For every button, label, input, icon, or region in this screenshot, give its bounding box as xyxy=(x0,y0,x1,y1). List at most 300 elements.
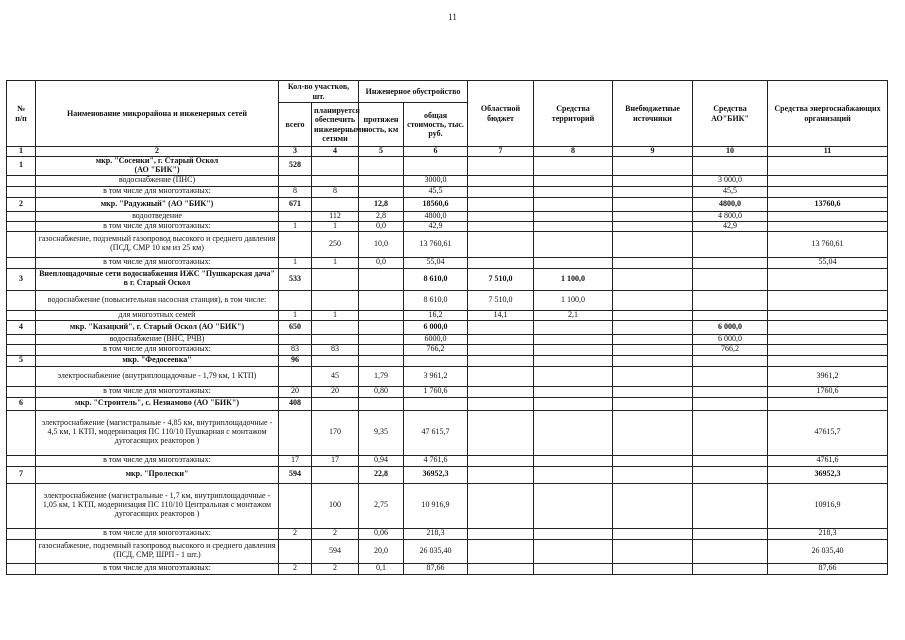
energy-funds-cell: 87,66 xyxy=(768,563,888,574)
plots-planned-cell: 1 xyxy=(312,310,359,320)
column-index-cell: 10 xyxy=(693,147,768,157)
regional-budget-cell xyxy=(468,539,534,563)
row-name-cell: водоснабжение (ВНС, РЧВ) xyxy=(36,334,279,344)
plots-planned-cell xyxy=(312,290,359,310)
offbudget-funds-cell xyxy=(613,344,693,355)
table-row xyxy=(7,320,888,334)
offbudget-funds-cell xyxy=(613,539,693,563)
length-km-cell: 0,06 xyxy=(359,528,404,539)
regional-budget-cell xyxy=(468,344,534,355)
plots-total-cell: 533 xyxy=(279,268,312,290)
regional-budget-cell xyxy=(468,157,534,176)
table-row xyxy=(7,211,888,221)
row-number-cell xyxy=(7,539,36,563)
row-number-cell xyxy=(7,455,36,466)
energy-funds-cell xyxy=(768,186,888,197)
energy-funds-cell xyxy=(768,344,888,355)
header-energy: Средства энергоснабжающих организаций xyxy=(768,81,888,147)
length-km-cell: 0,94 xyxy=(359,455,404,466)
bik-funds-cell: 4800,0 xyxy=(693,197,768,211)
bik-funds-cell: 3 000,0 xyxy=(693,175,768,186)
territory-funds-cell xyxy=(534,366,613,386)
regional-budget-cell xyxy=(468,483,534,528)
regional-budget-cell xyxy=(468,455,534,466)
bik-funds-cell: 45,5 xyxy=(693,186,768,197)
header-num: № п/п xyxy=(7,81,36,147)
territory-funds-cell xyxy=(534,344,613,355)
territory-funds-cell xyxy=(534,455,613,466)
plots-total-cell xyxy=(279,539,312,563)
offbudget-funds-cell xyxy=(613,211,693,221)
row-name-cell: в том числе для многоэтажных: xyxy=(36,563,279,574)
row-number-cell xyxy=(7,366,36,386)
total-cost-cell: 218,3 xyxy=(404,528,468,539)
row-number-cell: 5 xyxy=(7,355,36,366)
bik-funds-cell xyxy=(693,483,768,528)
table-row xyxy=(7,157,888,176)
plots-planned-cell: 2 xyxy=(312,528,359,539)
offbudget-funds-cell xyxy=(613,175,693,186)
plots-planned-cell: 45 xyxy=(312,366,359,386)
length-km-cell: 2,8 xyxy=(359,211,404,221)
plots-planned-cell: 83 xyxy=(312,344,359,355)
column-index-cell: 6 xyxy=(404,147,468,157)
energy-funds-cell xyxy=(768,211,888,221)
table-body xyxy=(7,157,888,575)
energy-funds-cell xyxy=(768,290,888,310)
regional-budget-cell xyxy=(468,186,534,197)
row-name-cell: водоснабжение (повысительная насосная станция), в том числе: xyxy=(36,290,279,310)
plots-planned-cell xyxy=(312,334,359,344)
length-km-cell xyxy=(359,344,404,355)
total-cost-cell: 6 000,0 xyxy=(404,320,468,334)
total-cost-cell: 18560,6 xyxy=(404,197,468,211)
energy-funds-cell: 26 035,40 xyxy=(768,539,888,563)
offbudget-funds-cell xyxy=(613,310,693,320)
table-row xyxy=(7,386,888,397)
plots-total-cell xyxy=(279,290,312,310)
bik-funds-cell: 6 000,0 xyxy=(693,320,768,334)
regional-budget-cell xyxy=(468,320,534,334)
territory-funds-cell xyxy=(534,186,613,197)
header-territories: Средства территорий xyxy=(534,81,613,147)
row-number-cell: 2 xyxy=(7,197,36,211)
total-cost-cell: 3 961,2 xyxy=(404,366,468,386)
row-number-cell xyxy=(7,290,36,310)
regional-budget-cell xyxy=(468,397,534,410)
bik-funds-cell: 766,2 xyxy=(693,344,768,355)
plots-total-cell: 20 xyxy=(279,386,312,397)
offbudget-funds-cell xyxy=(613,386,693,397)
column-index-cell: 3 xyxy=(279,147,312,157)
territory-funds-cell xyxy=(534,563,613,574)
row-number-cell xyxy=(7,221,36,231)
regional-budget-cell xyxy=(468,231,534,257)
offbudget-funds-cell xyxy=(613,455,693,466)
length-km-cell: 0,0 xyxy=(359,221,404,231)
plots-planned-cell xyxy=(312,320,359,334)
total-cost-cell: 26 035,40 xyxy=(404,539,468,563)
total-cost-cell: 8 610,0 xyxy=(404,290,468,310)
plots-planned-cell: 2 xyxy=(312,563,359,574)
plots-total-cell xyxy=(279,175,312,186)
total-cost-cell xyxy=(404,157,468,176)
territory-funds-cell xyxy=(534,221,613,231)
offbudget-funds-cell xyxy=(613,268,693,290)
territory-funds-cell xyxy=(534,175,613,186)
row-number-cell xyxy=(7,528,36,539)
plots-total-cell xyxy=(279,231,312,257)
regional-budget-cell xyxy=(468,175,534,186)
row-number-cell: 7 xyxy=(7,466,36,483)
row-name-cell: мкр. "Сосенки", г. Старый Оскол (АО "БИК") xyxy=(36,157,279,176)
plots-planned-cell xyxy=(312,466,359,483)
length-km-cell: 22,8 xyxy=(359,466,404,483)
energy-funds-cell: 4761,6 xyxy=(768,455,888,466)
length-km-cell xyxy=(359,175,404,186)
plots-planned-cell xyxy=(312,157,359,176)
row-number-cell xyxy=(7,175,36,186)
row-name-cell: мкр. "Строитель", с. Незнамово (АО "БИК") xyxy=(36,397,279,410)
row-name-cell: газоснабжение, подземный газопровод высокого и среднего давления (ПСД, СМР 10 км из 25 км) xyxy=(36,231,279,257)
plots-planned-cell xyxy=(312,397,359,410)
total-cost-cell: 4800,0 xyxy=(404,211,468,221)
table-header xyxy=(7,81,888,157)
offbudget-funds-cell xyxy=(613,366,693,386)
length-km-cell: 9,35 xyxy=(359,410,404,455)
plots-planned-cell: 1 xyxy=(312,257,359,268)
territory-funds-cell xyxy=(534,197,613,211)
territory-funds-cell xyxy=(534,211,613,221)
bik-funds-cell: 42,9 xyxy=(693,221,768,231)
energy-funds-cell xyxy=(768,355,888,366)
table-row xyxy=(7,310,888,320)
length-km-cell xyxy=(359,397,404,410)
row-name-cell: водоснабжение (ПНС) xyxy=(36,175,279,186)
table-row xyxy=(7,528,888,539)
row-name-cell: в том числе для многоэтажных: xyxy=(36,257,279,268)
plots-planned-cell: 17 xyxy=(312,455,359,466)
energy-funds-cell xyxy=(768,310,888,320)
offbudget-funds-cell xyxy=(613,334,693,344)
row-name-cell: электроснабжение (магистральные - 4,85 км, внутриплощадочные - 4,5 км, 1 КТП, модернизация ПС 110/10 Пушкарная с монтажом дугогасящих реакторов ) xyxy=(36,410,279,455)
total-cost-cell: 13 760,61 xyxy=(404,231,468,257)
plots-planned-cell: 20 xyxy=(312,386,359,397)
total-cost-cell xyxy=(404,355,468,366)
offbudget-funds-cell xyxy=(613,466,693,483)
energy-funds-cell: 1760,6 xyxy=(768,386,888,397)
plots-planned-cell xyxy=(312,268,359,290)
territory-funds-cell xyxy=(534,539,613,563)
row-name-cell: в том числе для многоэтажных: xyxy=(36,386,279,397)
table-row xyxy=(7,290,888,310)
plots-planned-cell: 112 xyxy=(312,211,359,221)
bik-funds-cell xyxy=(693,539,768,563)
plots-planned-cell xyxy=(312,197,359,211)
plots-total-cell: 83 xyxy=(279,344,312,355)
total-cost-cell: 55,04 xyxy=(404,257,468,268)
territory-funds-cell xyxy=(534,386,613,397)
length-km-cell: 0,0 xyxy=(359,257,404,268)
plots-total-cell xyxy=(279,410,312,455)
length-km-cell xyxy=(359,268,404,290)
plots-total-cell: 1 xyxy=(279,310,312,320)
row-name-cell: газоснабжение, подземный газопровод высокого и среднего давления (ПСД, СМР, ШРП - 1 шт.) xyxy=(36,539,279,563)
energy-funds-cell: 36952,3 xyxy=(768,466,888,483)
plots-total-cell: 2 xyxy=(279,528,312,539)
offbudget-funds-cell xyxy=(613,397,693,410)
regional-budget-cell: 14,1 xyxy=(468,310,534,320)
column-index-row xyxy=(7,147,888,157)
length-km-cell xyxy=(359,320,404,334)
plots-total-cell: 17 xyxy=(279,455,312,466)
offbudget-funds-cell xyxy=(613,157,693,176)
energy-funds-cell: 55,04 xyxy=(768,257,888,268)
header-plots-planned: планируется обеспечить инженерными сетями xyxy=(312,103,359,147)
row-name-cell: в том числе для многоэтажных: xyxy=(36,455,279,466)
territory-funds-cell xyxy=(534,157,613,176)
plots-total-cell: 408 xyxy=(279,397,312,410)
row-name-cell: в том числе для многоэтажных: xyxy=(36,528,279,539)
row-number-cell xyxy=(7,563,36,574)
header-eng-group: Инженерное обустройство xyxy=(359,81,468,103)
header-plots-total: всего xyxy=(279,103,312,147)
offbudget-funds-cell xyxy=(613,410,693,455)
total-cost-cell: 87,66 xyxy=(404,563,468,574)
length-km-cell: 2,75 xyxy=(359,483,404,528)
column-index-cell: 5 xyxy=(359,147,404,157)
row-number-cell xyxy=(7,410,36,455)
plots-total-cell: 650 xyxy=(279,320,312,334)
territory-funds-cell xyxy=(534,355,613,366)
table-row xyxy=(7,563,888,574)
row-name-cell: в том числе для многоэтажных: xyxy=(36,221,279,231)
regional-budget-cell xyxy=(468,386,534,397)
plots-planned-cell: 8 xyxy=(312,186,359,197)
bik-funds-cell xyxy=(693,455,768,466)
plots-planned-cell: 250 xyxy=(312,231,359,257)
regional-budget-cell xyxy=(468,334,534,344)
territory-funds-cell xyxy=(534,483,613,528)
regional-budget-cell: 7 510,0 xyxy=(468,268,534,290)
table-row xyxy=(7,366,888,386)
total-cost-cell: 4 761,6 xyxy=(404,455,468,466)
header-bik: Средства АО"БИК" xyxy=(693,81,768,147)
row-number-cell xyxy=(7,483,36,528)
row-number-cell xyxy=(7,211,36,221)
total-cost-cell: 36952,3 xyxy=(404,466,468,483)
row-name-cell: водоотведение xyxy=(36,211,279,221)
offbudget-funds-cell xyxy=(613,231,693,257)
row-name-cell: в том числе для многоэтажных: xyxy=(36,186,279,197)
row-number-cell: 4 xyxy=(7,320,36,334)
financing-table xyxy=(6,80,888,575)
territory-funds-cell xyxy=(534,466,613,483)
regional-budget-cell xyxy=(468,211,534,221)
length-km-cell: 0,80 xyxy=(359,386,404,397)
bik-funds-cell xyxy=(693,410,768,455)
bik-funds-cell xyxy=(693,366,768,386)
bik-funds-cell xyxy=(693,355,768,366)
table-row xyxy=(7,397,888,410)
column-index-cell: 11 xyxy=(768,147,888,157)
column-index-cell: 2 xyxy=(36,147,279,157)
length-km-cell: 1,79 xyxy=(359,366,404,386)
territory-funds-cell: 2,1 xyxy=(534,310,613,320)
row-number-cell: 1 xyxy=(7,157,36,176)
total-cost-cell: 3000,0 xyxy=(404,175,468,186)
energy-funds-cell: 3961,2 xyxy=(768,366,888,386)
row-number-cell xyxy=(7,344,36,355)
plots-total-cell: 8 xyxy=(279,186,312,197)
bik-funds-cell xyxy=(693,528,768,539)
row-name-cell: для многоэтных семей xyxy=(36,310,279,320)
row-name-cell: в том числе для многоэтажных: xyxy=(36,344,279,355)
row-name-cell: электроснабжение (внутриплощадочные - 1,79 км, 1 КТП) xyxy=(36,366,279,386)
bik-funds-cell xyxy=(693,310,768,320)
territory-funds-cell xyxy=(534,410,613,455)
row-name-cell: мкр. "Радужный" (АО "БИК") xyxy=(36,197,279,211)
bik-funds-cell xyxy=(693,386,768,397)
header-eng-cost: общая стоимость, тыс. руб. xyxy=(404,103,468,147)
length-km-cell xyxy=(359,290,404,310)
table-row xyxy=(7,197,888,211)
table-row xyxy=(7,466,888,483)
bik-funds-cell xyxy=(693,231,768,257)
offbudget-funds-cell xyxy=(613,563,693,574)
column-index-cell: 4 xyxy=(312,147,359,157)
plots-total-cell: 2 xyxy=(279,563,312,574)
length-km-cell xyxy=(359,157,404,176)
offbudget-funds-cell xyxy=(613,320,693,334)
energy-funds-cell: 13 760,61 xyxy=(768,231,888,257)
plots-planned-cell: 1 xyxy=(312,221,359,231)
regional-budget-cell xyxy=(468,528,534,539)
row-name-cell: мкр. "Федосеевка" xyxy=(36,355,279,366)
table-row xyxy=(7,344,888,355)
header-regional: Областной бюджет xyxy=(468,81,534,147)
bik-funds-cell xyxy=(693,397,768,410)
total-cost-cell xyxy=(404,397,468,410)
total-cost-cell: 10 916,9 xyxy=(404,483,468,528)
length-km-cell xyxy=(359,334,404,344)
territory-funds-cell: 1 100,0 xyxy=(534,290,613,310)
plots-planned-cell xyxy=(312,175,359,186)
plots-planned-cell: 170 xyxy=(312,410,359,455)
header-plots-group: Кол-во участков, шт. xyxy=(279,81,359,103)
length-km-cell xyxy=(359,186,404,197)
length-km-cell: 12,8 xyxy=(359,197,404,211)
total-cost-cell: 16,2 xyxy=(404,310,468,320)
offbudget-funds-cell xyxy=(613,483,693,528)
row-number-cell xyxy=(7,310,36,320)
regional-budget-cell xyxy=(468,257,534,268)
territory-funds-cell xyxy=(534,334,613,344)
offbudget-funds-cell xyxy=(613,528,693,539)
regional-budget-cell xyxy=(468,221,534,231)
page-number: 11 xyxy=(448,12,457,22)
row-name-cell: мкр. "Казацкий", г. Старый Оскол (АО "БИК") xyxy=(36,320,279,334)
plots-planned-cell: 594 xyxy=(312,539,359,563)
bik-funds-cell xyxy=(693,563,768,574)
offbudget-funds-cell xyxy=(613,221,693,231)
plots-total-cell: 671 xyxy=(279,197,312,211)
plots-total-cell xyxy=(279,211,312,221)
regional-budget-cell xyxy=(468,197,534,211)
regional-budget-cell xyxy=(468,410,534,455)
bik-funds-cell xyxy=(693,466,768,483)
territory-funds-cell xyxy=(534,397,613,410)
energy-funds-cell xyxy=(768,397,888,410)
energy-funds-cell xyxy=(768,175,888,186)
row-number-cell: 6 xyxy=(7,397,36,410)
regional-budget-cell xyxy=(468,366,534,386)
total-cost-cell: 8 610,0 xyxy=(404,268,468,290)
column-index-cell: 9 xyxy=(613,147,693,157)
territory-funds-cell xyxy=(534,320,613,334)
table-row xyxy=(7,334,888,344)
table-row xyxy=(7,175,888,186)
column-index-cell: 8 xyxy=(534,147,613,157)
row-number-cell xyxy=(7,334,36,344)
table-row xyxy=(7,410,888,455)
length-km-cell: 10,0 xyxy=(359,231,404,257)
row-number-cell xyxy=(7,231,36,257)
row-number-cell xyxy=(7,257,36,268)
total-cost-cell: 6000,0 xyxy=(404,334,468,344)
row-number-cell xyxy=(7,386,36,397)
bik-funds-cell: 4 800,0 xyxy=(693,211,768,221)
energy-funds-cell xyxy=(768,334,888,344)
bik-funds-cell xyxy=(693,257,768,268)
length-km-cell xyxy=(359,355,404,366)
length-km-cell: 0,1 xyxy=(359,563,404,574)
regional-budget-cell xyxy=(468,563,534,574)
energy-funds-cell: 13760,6 xyxy=(768,197,888,211)
table-row xyxy=(7,257,888,268)
bik-funds-cell xyxy=(693,268,768,290)
column-index-cell: 1 xyxy=(7,147,36,157)
table-row xyxy=(7,455,888,466)
bik-funds-cell: 6 000,0 xyxy=(693,334,768,344)
plots-total-cell xyxy=(279,334,312,344)
territory-funds-cell xyxy=(534,257,613,268)
territory-funds-cell xyxy=(534,528,613,539)
plots-total-cell: 1 xyxy=(279,257,312,268)
row-name-cell: электроснабжение (магистральные - 1,7 км, внутриплощадочные - 1,05 км, 1 КТП, модернизация ПС 110/10 Центральная с монтажом дугогасящих реакторов ) xyxy=(36,483,279,528)
regional-budget-cell xyxy=(468,466,534,483)
territory-funds-cell: 1 100,0 xyxy=(534,268,613,290)
plots-total-cell xyxy=(279,483,312,528)
table-row xyxy=(7,186,888,197)
plots-total-cell: 528 xyxy=(279,157,312,176)
offbudget-funds-cell xyxy=(613,186,693,197)
table-row xyxy=(7,221,888,231)
total-cost-cell: 45,5 xyxy=(404,186,468,197)
row-number-cell xyxy=(7,186,36,197)
plots-planned-cell xyxy=(312,355,359,366)
offbudget-funds-cell xyxy=(613,355,693,366)
energy-funds-cell xyxy=(768,320,888,334)
bik-funds-cell xyxy=(693,157,768,176)
row-name-cell: Внеплощадочные сети водоснабжения ИЖС "Пушкарская дача" в г. Старый Оскол xyxy=(36,268,279,290)
header-name: Наименование микрорайона и инженерных сетей xyxy=(36,81,279,147)
table-row xyxy=(7,268,888,290)
header-eng-length: протяжен ность, км xyxy=(359,103,404,147)
header-offbudget: Внебюджетные источники xyxy=(613,81,693,147)
regional-budget-cell: 7 510,0 xyxy=(468,290,534,310)
energy-funds-cell xyxy=(768,268,888,290)
